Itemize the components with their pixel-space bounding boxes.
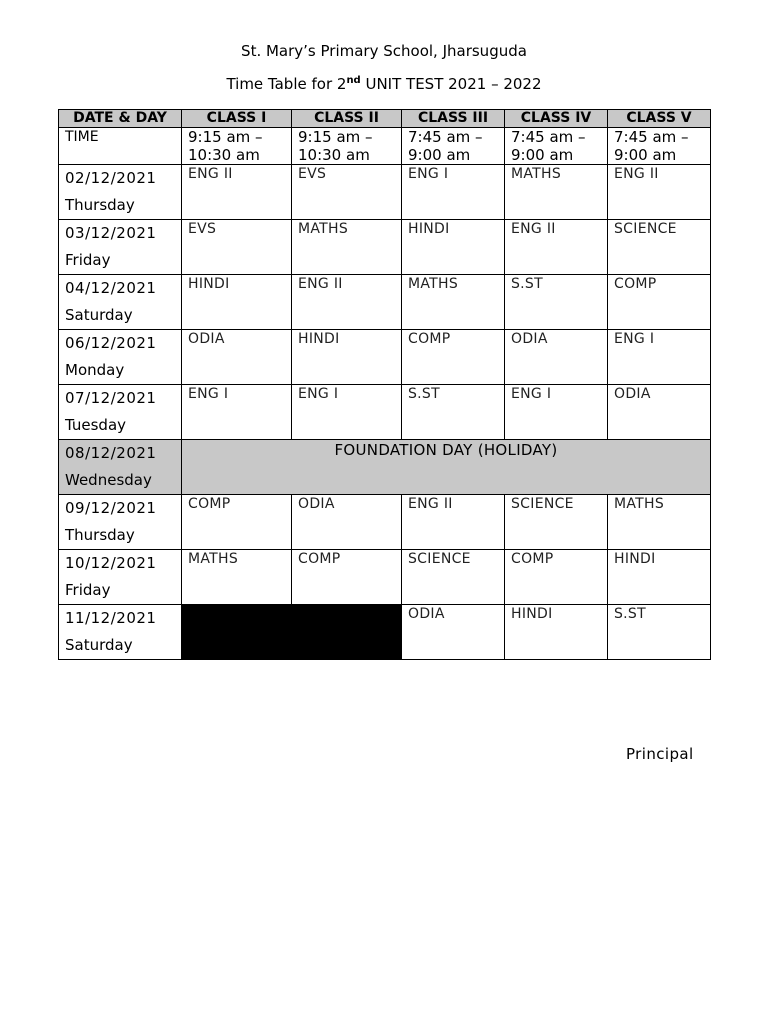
exam-day: Friday <box>65 581 111 599</box>
time-end: 9:00 am <box>511 146 574 164</box>
time-cell-class-2 <box>292 128 402 165</box>
exam-date: 10/12/2021 <box>65 554 157 572</box>
subject-cell: COMP <box>608 275 711 330</box>
title-superscript: nd <box>346 75 361 86</box>
subject-cell: ODIA <box>292 495 402 550</box>
table-row <box>59 605 711 660</box>
exam-day: Friday <box>65 251 111 269</box>
subject-cell: COMP <box>505 550 608 605</box>
subject-cell: ENG II <box>505 220 608 275</box>
column-header-class-1: CLASS I <box>182 110 292 128</box>
table-row <box>59 385 711 440</box>
subject-cell: HINDI <box>505 605 608 660</box>
exam-day: Thursday <box>65 196 135 214</box>
time-end: 9:00 am <box>614 146 677 164</box>
time-row <box>59 128 711 165</box>
date-cell <box>59 385 182 440</box>
date-cell <box>59 605 182 660</box>
subject-cell: ODIA <box>182 330 292 385</box>
subject-cell: ENG I <box>608 330 711 385</box>
subject-cell: SCIENCE <box>402 550 505 605</box>
exam-date: 07/12/2021 <box>65 389 157 407</box>
column-header-class-4: CLASS IV <box>505 110 608 128</box>
subject-cell: ODIA <box>402 605 505 660</box>
date-cell <box>59 275 182 330</box>
subject-cell: ENG I <box>292 385 402 440</box>
date-cell <box>59 440 182 495</box>
subject-cell: ENG II <box>182 165 292 220</box>
table-row <box>59 275 711 330</box>
subject-cell: HINDI <box>608 550 711 605</box>
title-suffix: UNIT TEST 2021 – 2022 <box>360 75 542 93</box>
subject-cell: ENG I <box>182 385 292 440</box>
table-row <box>59 330 711 385</box>
table-row <box>59 550 711 605</box>
subject-cell: MATHS <box>182 550 292 605</box>
column-header-date: DATE & DAY <box>59 110 182 128</box>
exam-day: Wednesday <box>65 471 152 489</box>
subject-cell: MATHS <box>608 495 711 550</box>
column-header-class-3: CLASS III <box>402 110 505 128</box>
exam-date: 09/12/2021 <box>65 499 157 517</box>
exam-day: Thursday <box>65 526 135 544</box>
subject-cell: HINDI <box>402 220 505 275</box>
time-start: 7:45 am – <box>408 128 483 146</box>
subject-cell: SCIENCE <box>608 220 711 275</box>
timetable <box>58 109 711 660</box>
time-start: 7:45 am – <box>511 128 586 146</box>
time-start: 7:45 am – <box>614 128 689 146</box>
header-row <box>59 110 711 128</box>
column-header-class-2: CLASS II <box>292 110 402 128</box>
exam-date: 02/12/2021 <box>65 169 157 187</box>
column-header-class-5: CLASS V <box>608 110 711 128</box>
blacked-out-cell <box>182 605 402 660</box>
exam-day: Saturday <box>65 306 133 324</box>
table-row <box>59 220 711 275</box>
table-row <box>59 165 711 220</box>
subject-cell: EVS <box>182 220 292 275</box>
subject-cell: ENG II <box>608 165 711 220</box>
exam-date: 04/12/2021 <box>65 279 157 297</box>
exam-date: 08/12/2021 <box>65 444 157 462</box>
holiday-note: FOUNDATION DAY (HOLIDAY) <box>182 440 711 495</box>
subject-cell: S.ST <box>505 275 608 330</box>
time-end: 10:30 am <box>298 146 370 164</box>
time-cell-class-1 <box>182 128 292 165</box>
date-cell <box>59 495 182 550</box>
date-cell <box>59 550 182 605</box>
subject-cell: ODIA <box>505 330 608 385</box>
exam-day: Tuesday <box>65 416 127 434</box>
time-end: 10:30 am <box>188 146 260 164</box>
time-cell-class-5 <box>608 128 711 165</box>
subject-cell: COMP <box>292 550 402 605</box>
subject-cell: MATHS <box>505 165 608 220</box>
subject-cell: S.ST <box>402 385 505 440</box>
subject-cell: EVS <box>292 165 402 220</box>
document-title <box>0 75 768 93</box>
school-name: St. Mary’s Primary School, Jharsuguda <box>241 42 527 60</box>
exam-date: 06/12/2021 <box>65 334 157 352</box>
subject-cell: MATHS <box>402 275 505 330</box>
holiday-row <box>59 440 711 495</box>
date-cell <box>59 220 182 275</box>
exam-date: 03/12/2021 <box>65 224 157 242</box>
subject-cell: ENG I <box>505 385 608 440</box>
subject-cell: MATHS <box>292 220 402 275</box>
exam-day: Saturday <box>65 636 133 654</box>
table-row <box>59 495 711 550</box>
title-prefix: Time Table for 2 <box>226 75 347 93</box>
time-end: 9:00 am <box>408 146 471 164</box>
subject-cell: ENG II <box>292 275 402 330</box>
exam-day: Monday <box>65 361 125 379</box>
subject-cell: S.ST <box>608 605 711 660</box>
time-cell-class-3 <box>402 128 505 165</box>
principal-signature-label: Principal <box>626 745 694 763</box>
exam-date: 11/12/2021 <box>65 609 157 627</box>
subject-cell: ENG II <box>402 495 505 550</box>
time-label: TIME <box>59 128 182 165</box>
subject-cell: ENG I <box>402 165 505 220</box>
subject-cell: HINDI <box>292 330 402 385</box>
date-cell <box>59 165 182 220</box>
date-cell <box>59 330 182 385</box>
subject-cell: SCIENCE <box>505 495 608 550</box>
time-start: 9:15 am – <box>188 128 263 146</box>
time-cell-class-4 <box>505 128 608 165</box>
subject-cell: HINDI <box>182 275 292 330</box>
time-start: 9:15 am – <box>298 128 373 146</box>
subject-cell: ODIA <box>608 385 711 440</box>
subject-cell: COMP <box>182 495 292 550</box>
subject-cell: COMP <box>402 330 505 385</box>
